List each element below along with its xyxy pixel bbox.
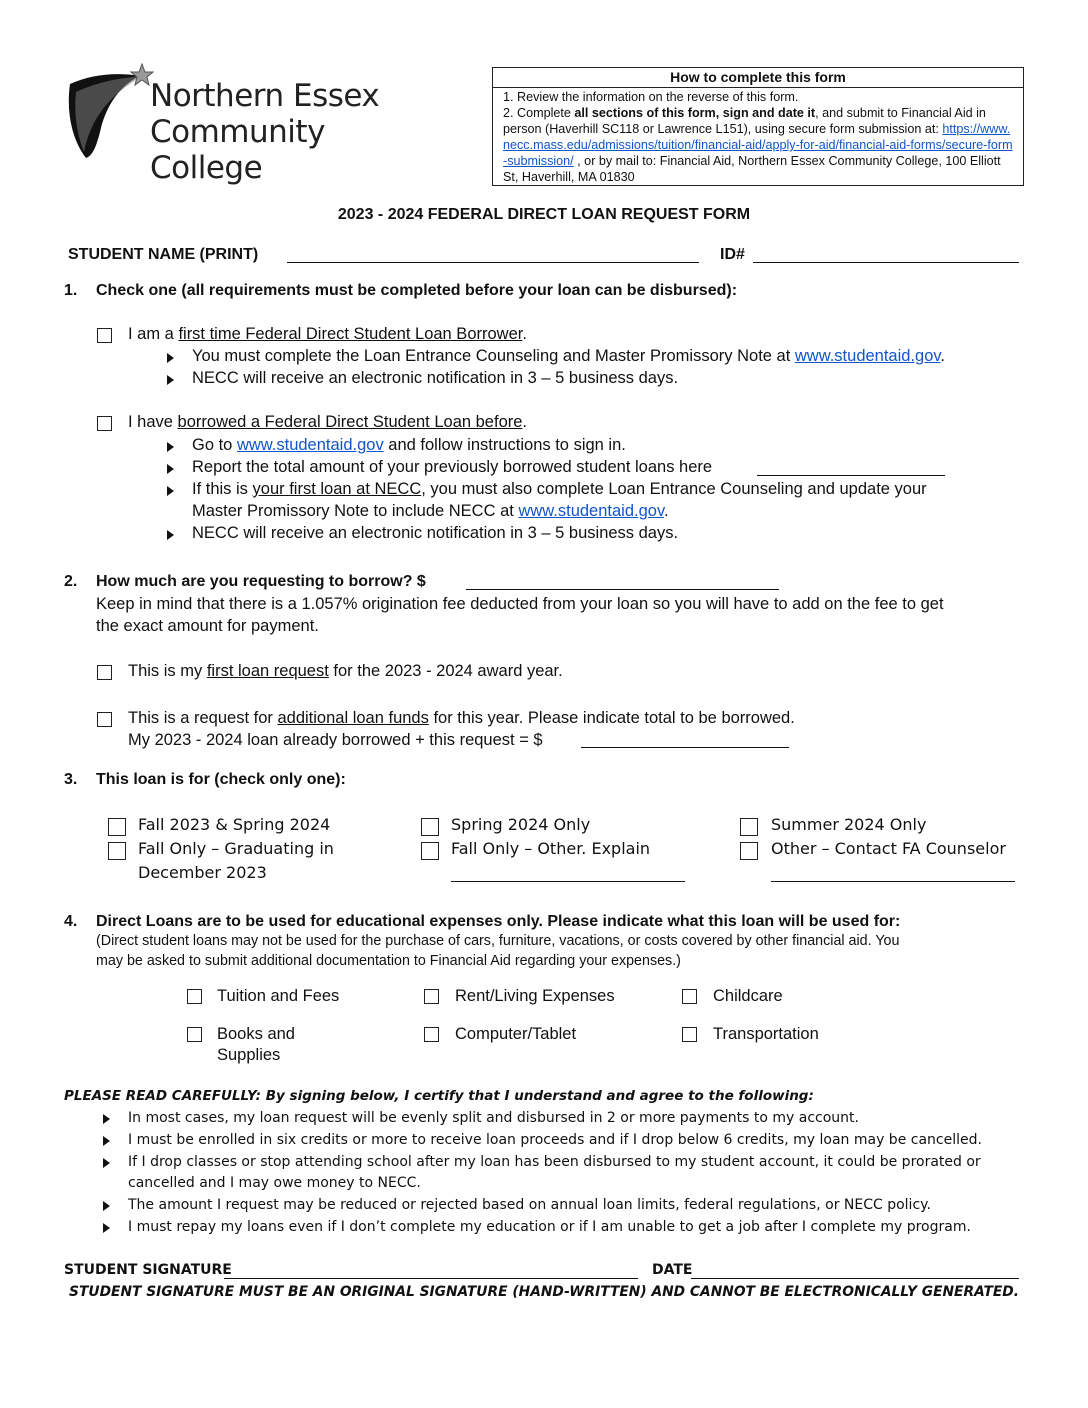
form-title: 2023 - 2024 FEDERAL DIRECT LOAN REQUEST FORM [337, 206, 751, 223]
q1-number: 1. [64, 282, 78, 299]
student-name-row [68, 246, 258, 264]
q1-opt1-underlined: first time Federal Direct Student Loan Borrower [178, 325, 523, 343]
q1-text: Check one (all requirements must be completed before your loan can be disbursed): [96, 282, 738, 299]
q2-opt2-line2: My 2023 - 2024 loan already borrowed + this request = $ [128, 731, 543, 749]
q1-opt2-prefix: I have [128, 413, 178, 431]
q3-text: This loan is for (check only one): [96, 771, 346, 788]
bullet-arrow-icon [103, 1114, 110, 1124]
other-counselor-checkbox[interactable] [740, 842, 758, 860]
summer-only-checkbox[interactable] [740, 818, 758, 836]
how-to-title: How to complete this form [493, 68, 1023, 88]
q2-opt2-label [128, 709, 795, 728]
q1-opt2-b3-underlined: your first loan at NECC [252, 480, 422, 498]
total-borrowed-field[interactable] [581, 747, 789, 748]
certify-b3 [128, 1154, 981, 1170]
student-name-label: STUDENT NAME (PRINT) [68, 246, 259, 263]
q1-opt2-b1-prefix: Go to [192, 436, 237, 454]
step2-suffix: , or by mail to: Financial Aid, Northern Essex Community College, 100 Elliott St, Haverhill, MA 01830 [503, 154, 1001, 184]
q3-c2b: December 2023 [138, 863, 267, 882]
bullet-arrow-icon [167, 464, 174, 474]
q2-note-line2: the exact amount for payment. [96, 617, 319, 635]
q3-c2a: Fall Only – Graduating in [138, 839, 334, 858]
q4-note-line1: (Direct student loans may not be used for the purchase of cars, furniture, vacations, or costs covered by other financial aid. You [96, 933, 900, 949]
step2-prefix: 2. Complete [503, 106, 575, 120]
certify-b3-line2: cancelled and I may owe money to NECC. [128, 1175, 421, 1191]
q1-opt1-suffix: . [522, 325, 527, 343]
how-to-step1: 1. Review the information on the reverse of this form. [503, 90, 799, 104]
other-explain-field[interactable] [771, 881, 1015, 882]
q1-opt2-b3-prefix: If this is [192, 480, 253, 498]
q3-number: 3. [64, 771, 78, 788]
transportation-checkbox[interactable] [682, 1027, 697, 1042]
fall-spring-checkbox[interactable] [108, 818, 126, 836]
q1-opt2-b3-suffix: , you must also complete Loan Entrance Counseling and update your [421, 480, 927, 498]
bullet-arrow-icon [167, 442, 174, 452]
previous-loans-amount-field[interactable] [757, 475, 945, 476]
q1-opt1-b1-suffix: . [940, 347, 946, 365]
q1-opt2-suffix: . [522, 413, 528, 431]
q2-number: 2. [64, 573, 78, 590]
certify-heading: PLEASE READ CAREFULLY: By signing below, I certify that I understand and agree to the following: [64, 1088, 814, 1104]
fall-other-explain-field[interactable] [451, 881, 685, 882]
certify-b2-text: I must be enrolled in six credits or more to receive loan proceeds and if I drop below 6 credits, my loan may be cancelled. [128, 1132, 982, 1148]
q3-c4: Fall Only – Other. Explain [451, 839, 651, 858]
q2-opt1-underlined: first loan request [206, 662, 329, 680]
how-to-complete-box [492, 67, 1024, 186]
q1-opt1-bullet2 [192, 369, 678, 388]
q1-opt2-bullet4 [192, 524, 678, 543]
q1-opt2-b1-suffix: and follow instructions to sign in. [383, 436, 626, 454]
books-supplies-checkbox[interactable] [187, 1027, 202, 1042]
q3-c5: Summer 2024 Only [771, 815, 927, 834]
certify-b4 [128, 1197, 931, 1213]
studentaid-link[interactable]: www.studentaid.gov [518, 502, 664, 520]
borrow-amount-field[interactable] [466, 589, 779, 590]
q2-note-line1: Keep in mind that there is a 1.057% origination fee deducted from your loan so you will have to add on the fee to get [96, 595, 944, 613]
bullet-arrow-icon [167, 530, 174, 540]
q2-text: How much are you requesting to borrow? $ [96, 573, 426, 590]
computer-tablet-checkbox[interactable] [424, 1027, 439, 1042]
q4-e2: Rent/Living Expenses [455, 987, 615, 1005]
bullet-arrow-icon [103, 1158, 110, 1168]
q4-e3: Childcare [713, 987, 783, 1005]
signature-field[interactable] [224, 1278, 638, 1279]
shooting-star-icon [62, 62, 154, 162]
q1-opt2-b3-line2-prefix: Master Promissory Note to include NECC at [192, 502, 519, 520]
q3-c6: Other – Contact FA Counselor [771, 839, 1006, 858]
date-field[interactable] [691, 1278, 1019, 1279]
q4-number: 4. [64, 913, 78, 930]
q4-note-line2: may be asked to submit additional documentation to Financial Aid regarding your expenses.) [96, 953, 681, 969]
q1-opt1-b1-prefix: You must complete the Loan Entrance Counseling and Master Promissory Note at [192, 347, 795, 365]
q2-opt2-prefix: This is a request for [128, 709, 278, 727]
fall-other-checkbox[interactable] [421, 842, 439, 860]
additional-funds-checkbox[interactable] [97, 712, 112, 727]
secure-form-link[interactable]: https://www.necc.mass.edu/admissions/tuition/financial-aid/apply-for-aid/financial-aid-forms/secure-form-submission/ [503, 122, 1013, 168]
q4-e4a: Books and [217, 1025, 295, 1043]
signature-note: STUDENT SIGNATURE MUST BE AN ORIGINAL SIGNATURE (HAND-WRITTEN) AND CANNOT BE ELECTRONICALLY GENERATED. [69, 1284, 1019, 1300]
childcare-checkbox[interactable] [682, 989, 697, 1004]
how-to-step2 [503, 105, 1015, 185]
fall-graduating-checkbox[interactable] [108, 842, 126, 860]
bullet-arrow-icon [167, 375, 174, 385]
date-label: DATE [652, 1262, 693, 1278]
q3-c1: Fall 2023 & Spring 2024 [138, 815, 331, 834]
certify-b1-text: In most cases, my loan request will be evenly split and disbursed in 2 or more payments to my account. [128, 1110, 859, 1126]
tuition-fees-checkbox[interactable] [187, 989, 202, 1004]
bullet-arrow-icon [103, 1201, 110, 1211]
id-label: ID# [720, 246, 745, 263]
certify-b5 [128, 1219, 971, 1235]
studentaid-link[interactable]: www.studentaid.gov [794, 347, 941, 365]
certify-b4-text: The amount I request may be reduced or rejected based on annual loan limits, federal regulations, or NECC policy. [128, 1197, 931, 1213]
college-logo [62, 62, 422, 186]
id-field[interactable] [753, 262, 1019, 263]
q1-opt2-bullet3 [192, 480, 927, 499]
spring-only-checkbox[interactable] [421, 818, 439, 836]
q1-opt2-bullet3-line2 [192, 502, 669, 521]
q4-e4b: Supplies [217, 1046, 281, 1064]
q4-e1: Tuition and Fees [217, 987, 340, 1005]
bullet-arrow-icon [167, 353, 174, 363]
logo-line1: Northern Essex [150, 78, 380, 114]
q1-opt2-b2: Report the total amount of your previously borrowed student loans here [192, 458, 713, 476]
step2-bold: all sections of this form, sign and date it [574, 106, 816, 120]
certify-b3a-text: If I drop classes or stop attending school after my loan has been disbursed to my student account, it could be prorated or [128, 1154, 981, 1170]
borrowed-before-checkbox[interactable] [97, 416, 112, 431]
q1-opt2-bullet2 [192, 458, 712, 477]
bullet-arrow-icon [103, 1136, 110, 1146]
first-time-borrower-checkbox[interactable] [97, 328, 112, 343]
q2-opt1-label [128, 662, 563, 681]
rent-living-checkbox[interactable] [424, 989, 439, 1004]
q2-opt1-prefix: This is my [128, 662, 207, 680]
q1-opt2-b3-line2-suffix: . [663, 502, 669, 520]
q1-opt2-label [128, 413, 527, 432]
q4-e5: Computer/Tablet [455, 1025, 577, 1043]
certify-b5-text: I must repay my loans even if I don’t complete my education or if I am unable to get a job after I complete my program. [128, 1219, 971, 1235]
q1-opt1-b2: NECC will receive an electronic notification in 3 – 5 business days. [192, 369, 679, 387]
first-loan-request-checkbox[interactable] [97, 665, 112, 680]
certify-b1 [128, 1110, 859, 1126]
q1-opt2-b4: NECC will receive an electronic notification in 3 – 5 business days. [192, 524, 679, 542]
logo-line2: Community College [150, 114, 325, 186]
q1-opt1-bullet1 [192, 347, 945, 366]
bullet-arrow-icon [103, 1223, 110, 1233]
signature-label: STUDENT SIGNATURE [64, 1262, 232, 1278]
q2-opt1-suffix: for the 2023 - 2024 award year. [328, 662, 563, 680]
q1-opt1-prefix: I am a [128, 325, 179, 343]
q2-opt2-underlined: additional loan funds [277, 709, 429, 727]
q1-opt2-bullet1 [192, 436, 626, 455]
certify-b2 [128, 1132, 982, 1148]
studentaid-link[interactable]: www.studentaid.gov [236, 436, 384, 454]
student-name-field[interactable] [287, 262, 699, 263]
bullet-arrow-icon [167, 486, 174, 496]
step2-mid: , and submit to Financial Aid in person (Haverhill SC118 or Lawrence L151), using secure form submission at: [503, 106, 986, 136]
q4-text: Direct Loans are to be used for educational expenses only. Please indicate what this loan will be used for: [96, 913, 901, 930]
q2-opt2-suffix: for this year. Please indicate total to be borrowed. [428, 709, 795, 727]
q4-e6: Transportation [713, 1025, 819, 1043]
q3-c3: Spring 2024 Only [451, 815, 591, 834]
q1-opt2-underlined: borrowed a Federal Direct Student Loan before [177, 413, 523, 431]
q1-opt1-label [128, 325, 527, 344]
